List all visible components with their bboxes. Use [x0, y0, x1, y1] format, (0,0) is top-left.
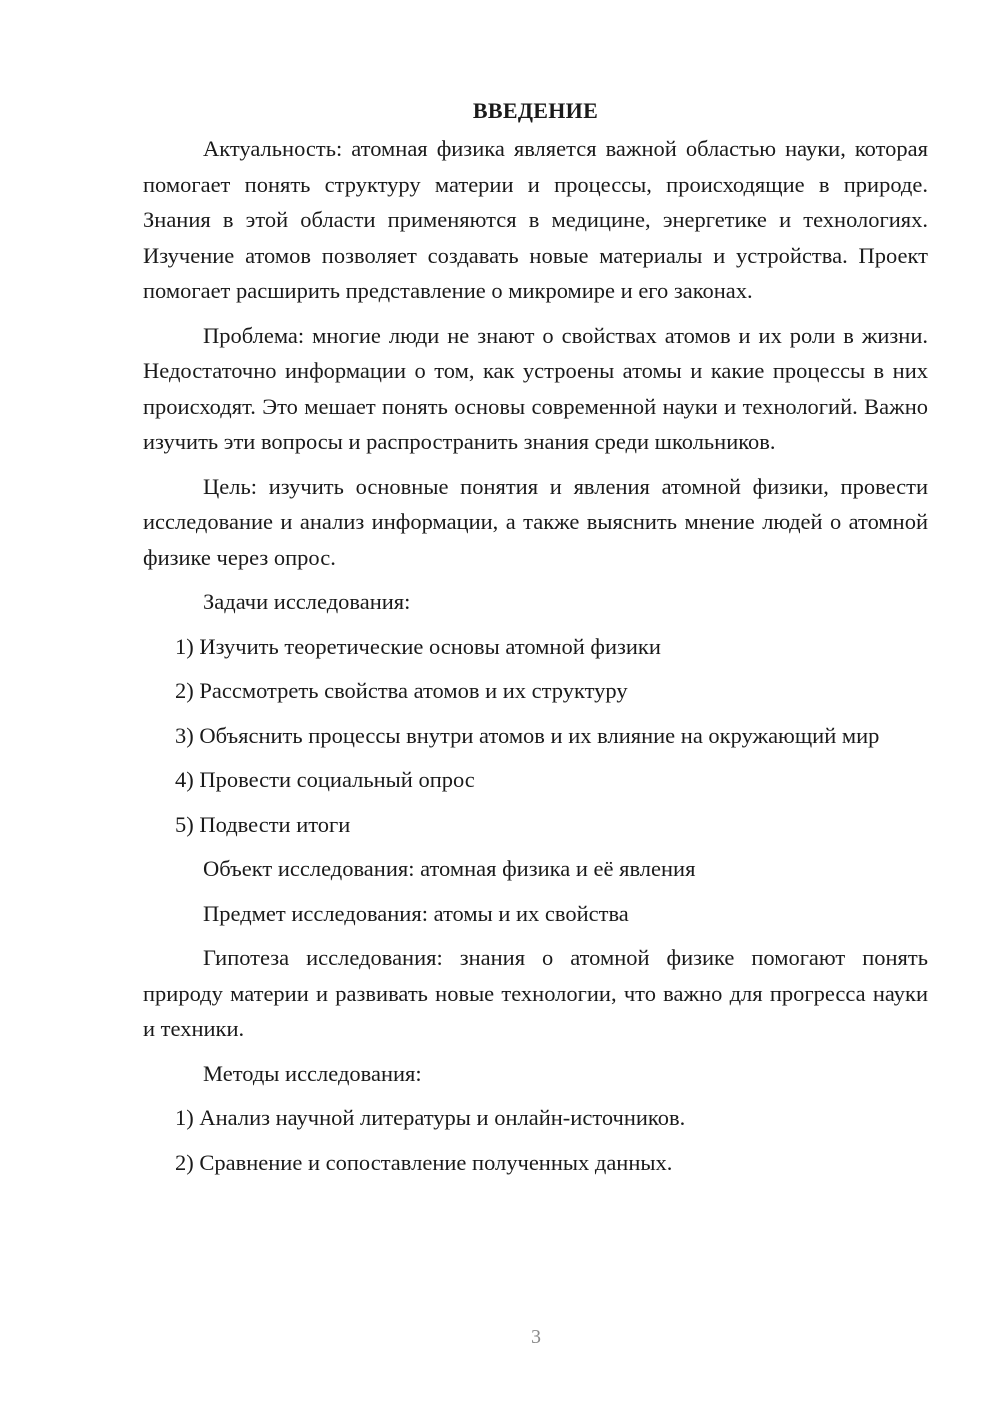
- paragraph-relevance: Актуальность: атомная физика является важной областью науки, которая помогает понять структуру материи и процессы, происходящие в природе. Знания в этой области применяются в медицине, энергетике и технологиях. Изучение атомов позволяет создавать новые материалы и устройства. Проект помогает расширить представление о микромире и его законах.: [143, 136, 928, 303]
- paragraph-goal: Цель: изучить основные понятия и явления атомной физики, провести исследование и анализ информации, а также выяснить мнение людей о атомной физике через опрос.: [143, 473, 928, 570]
- task-item: 1) Изучить теоретические основы атомной физики: [175, 633, 661, 659]
- paragraph-problem: Проблема: многие люди не знают о свойствах атомов и их роли в жизни. Недостаточно информации о том, как устроены атомы и какие процессы в них происходят. Это мешает понять основы современной науки и технологий. Важно изучить эти вопросы и распространить знания среди школьников.: [143, 322, 928, 454]
- document-page: [143, 95, 928, 1189]
- tasks-heading: Задачи исследования:: [203, 589, 411, 614]
- task-item: 2) Рассмотреть свойства атомов и их структуру: [175, 678, 628, 703]
- research-object: Объект исследования: атомная физика и её явления: [203, 856, 696, 881]
- section-title: ВВЕДЕНИЕ: [472, 98, 599, 123]
- method-item: 1) Анализ научной литературы и онлайн-источников.: [175, 1105, 686, 1130]
- research-subject: Предмет исследования: атомы и их свойства: [203, 900, 629, 926]
- research-hypothesis: Гипотеза исследования: знания о атомной физике помогают понять природу материи и развивать новые технологии, что важно для прогресса науки и техники.: [143, 945, 928, 1041]
- methods-heading: Методы исследования:: [203, 1060, 422, 1086]
- method-item: 2) Сравнение и сопоставление полученных данных.: [175, 1149, 673, 1175]
- task-item: 4) Провести социальный опрос: [175, 767, 475, 792]
- task-item: 5) Подвести итоги: [175, 811, 351, 837]
- task-item: 3) Объяснить процессы внутри атомов и их влияние на окружающий мир: [175, 722, 880, 748]
- page-number: 3: [531, 1326, 541, 1348]
